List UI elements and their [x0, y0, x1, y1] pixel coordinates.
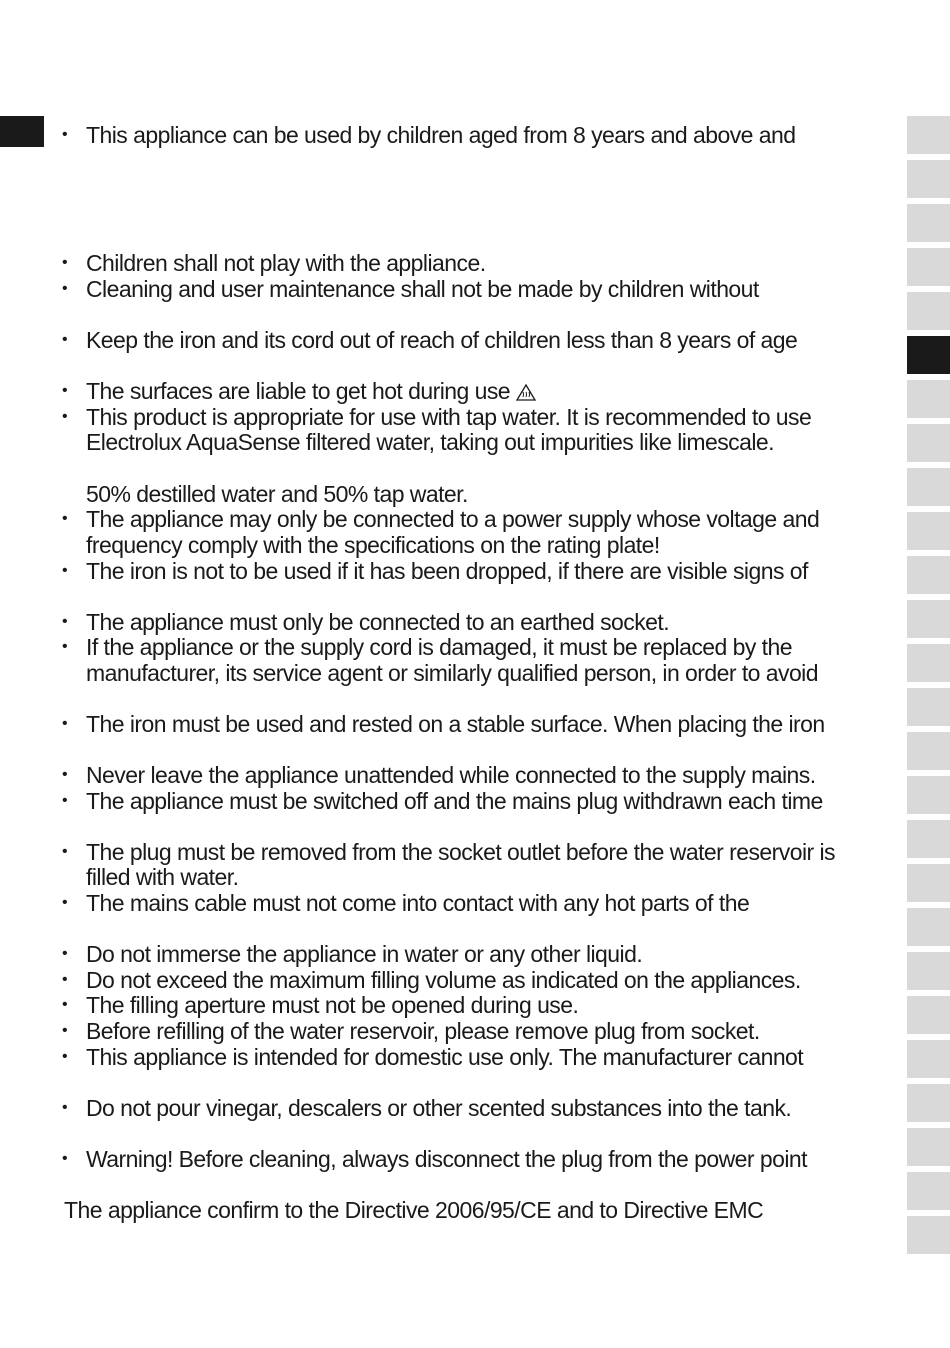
- language-tab[interactable]: [907, 248, 950, 286]
- safety-line: The mains cable must not come into contact with any hot parts of the: [86, 890, 750, 916]
- language-tab[interactable]: [907, 160, 950, 198]
- language-tab[interactable]: [907, 732, 950, 770]
- safety-line: This appliance can be used by children aged from 8 years and above and: [86, 122, 796, 148]
- safety-line: Never leave the appliance unattended while connected to the supply mains.: [86, 762, 816, 788]
- language-tab[interactable]: [907, 1216, 950, 1254]
- language-tab[interactable]: [907, 292, 950, 330]
- bullet-marker: •: [62, 254, 68, 271]
- safety-line: Warning! Before cleaning, always disconnect the plug from the power point: [86, 1146, 807, 1172]
- safety-line: manufacturer, its service agent or similarly qualified person, in order to avoid: [86, 660, 818, 686]
- safety-line: Cleaning and user maintenance shall not be made by children without: [86, 276, 759, 302]
- safety-line: filled with water.: [86, 864, 239, 890]
- language-tab-active[interactable]: [907, 336, 950, 374]
- language-tab[interactable]: [907, 380, 950, 418]
- bullet-marker: •: [62, 562, 68, 579]
- safety-line: This product is appropriate for use with tap water. It is recommended to use: [86, 404, 812, 430]
- language-tab[interactable]: [907, 1040, 950, 1078]
- language-tab[interactable]: [907, 908, 950, 946]
- hot-surface-warning-icon: [516, 384, 536, 401]
- bullet-marker: •: [62, 996, 68, 1013]
- safety-line: Do not exceed the maximum filling volume as indicated on the appliances.: [86, 967, 801, 993]
- language-tab[interactable]: [907, 1172, 950, 1210]
- bullet-marker: •: [62, 280, 68, 297]
- safety-line: 50% destilled water and 50% tap water.: [86, 481, 468, 507]
- safety-line: The appliance must be switched off and the mains plug withdrawn each time: [86, 788, 823, 814]
- bullet-marker: •: [62, 1099, 68, 1116]
- bullet-marker: •: [62, 408, 68, 425]
- safety-line: The iron is not to be used if it has been dropped, if there are visible signs of: [86, 558, 808, 584]
- language-tab[interactable]: [907, 556, 950, 594]
- safety-line: The appliance must only be connected to an earthed socket.: [86, 609, 670, 635]
- language-marker-block: [0, 116, 44, 147]
- bullet-marker: •: [62, 331, 68, 348]
- safety-line: Children shall not play with the appliance.: [86, 250, 486, 276]
- bullet-marker: •: [62, 613, 68, 630]
- language-tab[interactable]: [907, 952, 950, 990]
- safety-line: Do not immerse the appliance in water or any other liquid.: [86, 941, 643, 967]
- bullet-marker: •: [62, 638, 68, 655]
- safety-line: The appliance may only be connected to a power supply whose voltage and: [86, 506, 820, 532]
- safety-line: The plug must be removed from the socket outlet before the water reservoir is: [86, 839, 835, 865]
- language-tab[interactable]: [907, 1084, 950, 1122]
- safety-line: Keep the iron and its cord out of reach of children less than 8 years of age: [86, 327, 798, 353]
- safety-line: Electrolux AquaSense filtered water, taking out impurities like limescale.: [86, 429, 774, 455]
- language-tab[interactable]: [907, 424, 950, 462]
- bullet-marker: •: [62, 1048, 68, 1065]
- language-tab[interactable]: [907, 996, 950, 1034]
- safety-line: Do not pour vinegar, descalers or other scented substances into the tank.: [86, 1095, 792, 1121]
- bullet-marker: •: [62, 126, 68, 143]
- directive-compliance-statement: The appliance confirm to the Directive 2006/95/CE and to Directive EMC: [64, 1197, 764, 1223]
- language-tab[interactable]: [907, 864, 950, 902]
- safety-line: This appliance is intended for domestic use only. The manufacturer cannot: [86, 1044, 804, 1070]
- language-tab[interactable]: [907, 644, 950, 682]
- bullet-marker: •: [62, 971, 68, 988]
- bullet-marker: •: [62, 792, 68, 809]
- safety-line: The iron must be used and rested on a stable surface. When placing the iron: [86, 711, 825, 737]
- language-tab[interactable]: [907, 820, 950, 858]
- language-tab[interactable]: [907, 1128, 950, 1166]
- safety-line-hot-surface: [86, 378, 536, 404]
- safety-line: If the appliance or the supply cord is damaged, it must be replaced by the: [86, 634, 792, 660]
- bullet-marker: •: [62, 510, 68, 527]
- bullet-marker: •: [62, 1150, 68, 1167]
- language-tab[interactable]: [907, 776, 950, 814]
- safety-line: The filling aperture must not be opened during use.: [86, 992, 579, 1018]
- bullet-marker: •: [62, 843, 68, 860]
- safety-line: frequency comply with the specifications on the rating plate!: [86, 532, 660, 558]
- language-tab[interactable]: [907, 468, 950, 506]
- bullet-marker: •: [62, 715, 68, 732]
- safety-line: Before refilling of the water reservoir, please remove plug from socket.: [86, 1018, 760, 1044]
- language-tab[interactable]: [907, 600, 950, 638]
- bullet-marker: •: [62, 894, 68, 911]
- bullet-marker: •: [62, 766, 68, 783]
- safety-line-text: The surfaces are liable to get hot during use: [86, 378, 511, 404]
- bullet-marker: •: [62, 1022, 68, 1039]
- language-tab[interactable]: [907, 204, 950, 242]
- language-tab[interactable]: [907, 116, 950, 154]
- bullet-marker: •: [62, 945, 68, 962]
- language-tab[interactable]: [907, 512, 950, 550]
- language-tab[interactable]: [907, 688, 950, 726]
- bullet-marker: •: [62, 382, 68, 399]
